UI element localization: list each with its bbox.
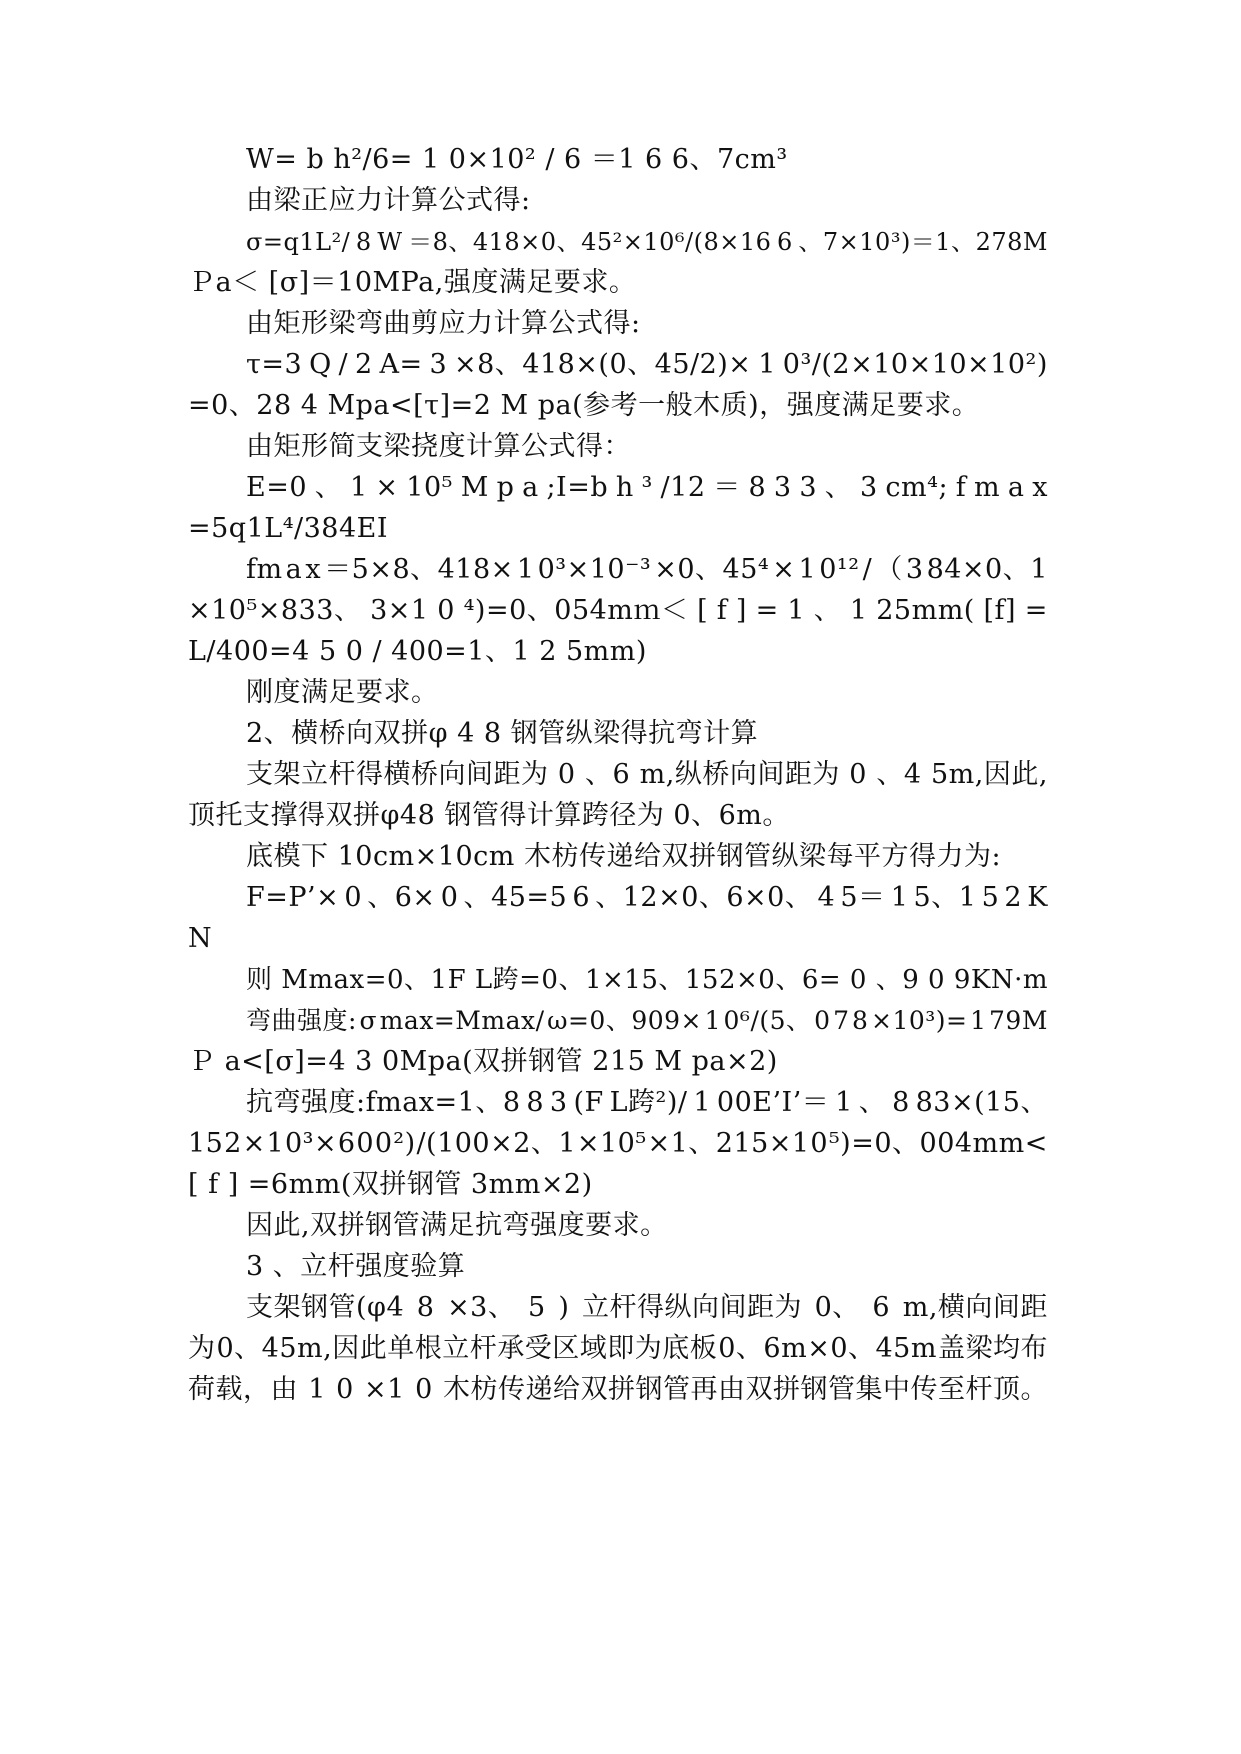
formula-force-unit: N bbox=[188, 923, 213, 954]
formula-deflection: =5q1L⁴/384EI bbox=[188, 513, 389, 544]
formula-modulus-inertia: E=0 、 1 × 10⁵ M p a ;I=b h ³ /12 ＝ 8 3 3 、 3 cm⁴; f m a x bbox=[246, 472, 1048, 503]
formula-force: F=P’× 0 、6× 0 、45=5 6 、12×0、6×0、 4 5＝ 1 5、1 5 2 K bbox=[246, 882, 1048, 913]
text-spacing-1: 支架立杆得横桥向间距为 0 、6 m,纵桥向间距为 0 、4 5m,因此, bbox=[246, 759, 1048, 790]
formula-fmax-3: L/400=4 5 0 / 400=1、1 2 5mm) bbox=[188, 636, 647, 667]
section-heading-3: 3 、立杆强度验算 bbox=[246, 1251, 466, 1282]
text-strength-ok-1: Ｐa＜ [σ]＝10MPa,强度满足要求。 bbox=[188, 267, 637, 298]
formula-section-modulus: W= b h²/6= 1 0×10² / 6 ＝1 6 6、7cm³ bbox=[246, 144, 788, 175]
formula-fmax-1: fm a x ＝5×8、418× 1 0³×10⁻³ ×0、45⁴ × 1 0¹² / （ 3 84×0、1 bbox=[246, 554, 1048, 585]
text-load-heading: 底模下 10cm×10cm 木枋传递给双拼钢管纵梁每平方得力为: bbox=[246, 841, 1002, 872]
formula-bending-limit: Ｐ a<[σ]=4 3 0Mpa(双拼钢管 215 M pa×2) bbox=[188, 1046, 778, 1077]
text-bending-ok: 因此,双拼钢管满足抗弯强度要求。 bbox=[246, 1210, 668, 1241]
text-pole-spacing: 支架钢管(φ4 8 ×3、 5 ) 立杆得纵向间距为 0、 6 m,横向间距 bbox=[246, 1292, 1048, 1323]
text-spacing-2: 顶托支撑得双拼φ48 钢管得计算跨径为 0、6m。 bbox=[188, 800, 790, 831]
section-heading-2: 2、横桥向双拼φ 4 8 钢管纵梁得抗弯计算 bbox=[246, 718, 759, 749]
text-shear-stress-heading: 由矩形梁弯曲剪应力计算公式得: bbox=[246, 308, 641, 339]
formula-bending-resistance-1: 抗弯强度:fmax=1、8 8 3 (F L跨²)/ 1 00E’I’＝ 1 、 8 83×(15、 bbox=[246, 1087, 1048, 1118]
formula-fmax-2: ×10⁵×833、 3×1 0 ⁴)=0、054mｍ＜ [ f ] = 1 、 1 25mm( [f] = bbox=[188, 595, 1048, 626]
text-normal-stress-heading: 由梁正应力计算公式得: bbox=[246, 185, 531, 216]
formula-normal-stress: σ=q1L²/ 8 W ＝8、418×0、45²×10⁶/(8×16 6 、7×10³)＝1、278M bbox=[246, 228, 1048, 256]
formula-bending-resistance-2: 15 2 × 1 0³× 6 0 0 ²) /(100×2、1 ×10⁵ ×1、215×1 0 ⁵)=0、004mm< bbox=[188, 1128, 1048, 1159]
text-stiffness-ok: 刚度满足要求。 bbox=[246, 677, 439, 708]
text-strength-ok-2: =0、28 4 Mpa<[τ]=2 M pa(参考一般木质)，强度满足要求。 bbox=[188, 390, 980, 421]
text-pole-load: 荷载，由 1 0 ×1 0 木枋传递给双拼钢管再由双拼钢管集中传至杆顶。 bbox=[188, 1374, 1048, 1405]
formula-moment: 则 Mmax=0、1F L跨=0、1×15、152×0、6= 0 、9 0 9KN·m bbox=[246, 965, 1048, 995]
text-pole-area: 为 0、45m,因此单根立杆承受区域即为底板 0、6m×0、45m 盖梁均布 bbox=[188, 1333, 1048, 1364]
formula-shear-stress: τ=3 Q / 2 A= 3 ×8、418×(0、45/2)× 1 0³/(2×10×10×10²) bbox=[246, 349, 1048, 380]
text-deflection-heading: 由矩形简支梁挠度计算公式得： bbox=[246, 431, 631, 462]
formula-bending-resistance-3: [ f ] =6mm(双拼钢管 3mm×2) bbox=[188, 1169, 593, 1200]
formula-bending-strength: 弯曲强度: σ max=Mmax/ ω=0、909× 1 0⁶/(5、 0 7 8 ×10³)= 1 79M bbox=[246, 1006, 1048, 1035]
